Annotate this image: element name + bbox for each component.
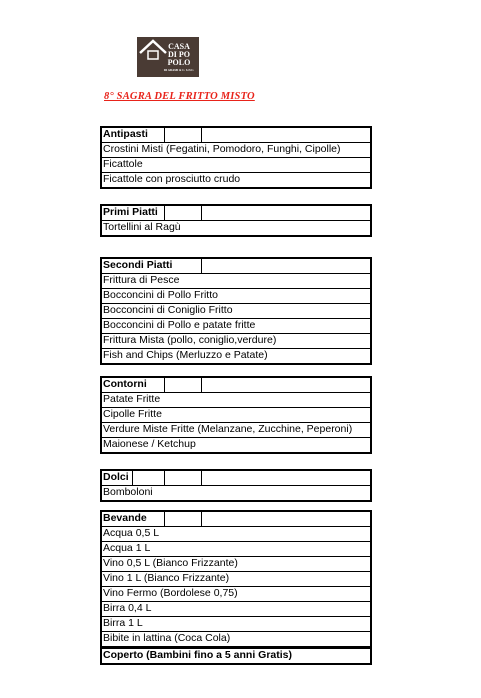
logo-line-3: POLO <box>167 58 191 67</box>
menu-item: Vino 0,5 L (Bianco Frizzante) <box>102 557 370 572</box>
section-heading <box>102 259 370 274</box>
section-heading <box>102 649 370 663</box>
section-contorni <box>100 376 372 454</box>
menu-item: Vino Fermo (Bordolese 0,75) <box>102 587 370 602</box>
section-heading <box>102 378 370 393</box>
section-heading <box>102 471 370 486</box>
menu-item: Verdure Miste Fritte (Melanzane, Zucchine, Peperoni) <box>102 423 370 438</box>
menu-item: Acqua 0,5 L <box>102 527 370 542</box>
section-bevande <box>100 510 372 648</box>
section-heading-label: Coperto (Bambini fino a 5 anni Gratis) <box>103 649 293 661</box>
menu-item: Frittura di Pesce <box>102 274 370 289</box>
section-dolci <box>100 469 372 502</box>
section-antipasti <box>100 126 372 189</box>
logo <box>137 37 199 77</box>
menu-item: Bocconcini di Coniglio Fritto <box>102 304 370 319</box>
menu-item: Birra 1 L <box>102 617 370 632</box>
section-heading <box>102 206 370 221</box>
menu-item: Patate Fritte <box>102 393 370 408</box>
logo-line-2: DI PO <box>168 50 190 59</box>
section-heading <box>102 512 370 527</box>
menu-item: Acqua 1 L <box>102 542 370 557</box>
menu-item: Ficattole <box>102 158 370 173</box>
section-heading-label: Antipasti <box>103 128 148 140</box>
menu-item: Birra 0,4 L <box>102 602 370 617</box>
section-heading-label: Contorni <box>103 378 147 390</box>
section-coperto <box>100 647 372 665</box>
section-secondi-piatti <box>100 257 372 365</box>
menu-item: Bibite in lattina (Coca Cola) <box>103 632 231 644</box>
section-heading-label: Bevande <box>103 512 147 524</box>
menu-item: Bomboloni <box>103 486 153 498</box>
menu-item: Crostini Misti (Fegatini, Pomodoro, Funghi, Cipolle) <box>102 143 370 158</box>
logo-subtitle: DI ADAMI & C. S.N.C. <box>163 68 195 72</box>
menu-item: Tortellini al Ragù <box>103 221 181 233</box>
menu-item: Bocconcini di Pollo e patate fritte <box>102 319 370 334</box>
menu-item: Frittura Mista (pollo, coniglio,verdure) <box>102 334 370 349</box>
menu-item: Vino 1 L (Bianco Frizzante) <box>102 572 370 587</box>
section-heading-label: Dolci <box>103 471 129 483</box>
section-primi-piatti <box>100 204 372 237</box>
menu-item: Fish and Chips (Merluzzo e Patate) <box>103 349 268 361</box>
page-title: 8° SAGRA DEL FRITTO MISTO <box>104 91 255 102</box>
menu-item: Ficattole con prosciutto crudo <box>103 173 241 185</box>
logo-line-1: CASA <box>168 42 190 51</box>
section-heading <box>102 128 370 143</box>
menu-item: Cipolle Fritte <box>102 408 370 423</box>
menu-item: Maionese / Ketchup <box>103 438 196 450</box>
section-heading-label: Secondi Piatti <box>103 259 173 271</box>
menu-item: Bocconcini di Pollo Fritto <box>102 289 370 304</box>
section-heading-label: Primi Piatti <box>103 206 158 218</box>
